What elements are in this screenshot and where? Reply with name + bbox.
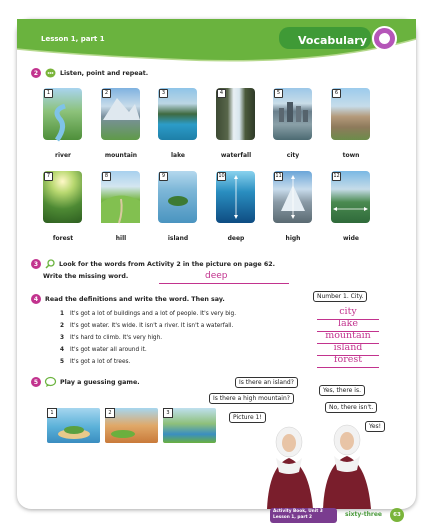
lesson-label: Lesson 1, part 1 xyxy=(41,35,105,43)
tile-number: 10 xyxy=(218,173,225,179)
definition-item: 1 It's got a lot of buildings and a lot of people. It's very big. xyxy=(60,311,237,317)
picture-tile-forest xyxy=(43,171,82,223)
tile-number: 3 xyxy=(159,89,168,98)
activity-5-instruction: Play a guessing game. xyxy=(60,378,140,386)
picture-tile-island xyxy=(158,171,197,223)
tile-number: 12 xyxy=(333,173,340,179)
speech-bubble: Number 1. City. xyxy=(313,291,367,302)
tile-number: 6 xyxy=(332,89,341,98)
tile-caption: waterfall xyxy=(220,152,252,159)
speech-bubble: Is there an island? xyxy=(235,377,298,388)
picture-tile-lake xyxy=(158,88,197,140)
activity-5-heading xyxy=(31,377,140,387)
page-number-words: sixty-three xyxy=(345,511,383,518)
definition-item: 2 It's got water. It's wide. It isn't a river. It isn't a waterfall. xyxy=(60,323,234,329)
activity-book-tag xyxy=(270,508,337,523)
activity-book-line-2: Lesson 1, part 2 xyxy=(273,514,313,520)
listen-speech-icon xyxy=(45,68,56,78)
activity-book-line-1: Activity Book, Unit 3 xyxy=(273,509,323,514)
activity-2-instruction: Listen, point and repeat. xyxy=(60,69,149,77)
activity-4-number: 4 xyxy=(31,294,41,304)
tile-number: 2 xyxy=(102,89,111,98)
page-number: 63 xyxy=(390,508,404,522)
tile-caption: island xyxy=(167,235,189,242)
guess-picture-2 xyxy=(105,408,158,443)
activity-3-instruction: Look for the words from Activity 2 in the picture on page 62. xyxy=(59,260,276,268)
answer-line xyxy=(159,283,289,284)
picture-tile-deep xyxy=(216,171,255,223)
header-bar xyxy=(17,19,416,59)
picture-tile-high xyxy=(273,171,312,223)
picture-tile-mountain xyxy=(101,88,140,140)
picture-tile-city xyxy=(273,88,312,140)
picture-number: 1 xyxy=(47,408,57,418)
textbook-page xyxy=(17,19,416,520)
tile-number: 1 xyxy=(44,89,53,98)
written-answer: city xyxy=(339,306,357,317)
tile-caption: deep xyxy=(227,235,245,242)
activity-3-instruction-2: Write the missing word. xyxy=(43,273,129,280)
picture-tile-waterfall xyxy=(216,88,255,140)
picture-tile-river xyxy=(43,88,82,140)
written-answer: lake xyxy=(337,318,359,329)
picture-tile-wide xyxy=(331,171,370,223)
tile-caption: river xyxy=(55,152,71,159)
activity-3-number: 3 xyxy=(31,259,41,269)
answer-line xyxy=(317,367,379,368)
activity-2-heading xyxy=(31,68,148,78)
definition-item: 3 It's hard to climb. It's very high. xyxy=(60,335,163,341)
activity-4-instruction: Read the definitions and write the word. Then say. xyxy=(45,295,225,303)
section-title: Vocabulary xyxy=(298,34,367,47)
activity-3-answer: deep xyxy=(205,271,228,281)
guess-picture-3 xyxy=(163,408,216,443)
picture-number: 2 xyxy=(105,408,115,418)
tile-caption: lake xyxy=(170,152,185,159)
tile-number: 4 xyxy=(217,89,226,98)
two-girls-illustration xyxy=(261,414,381,509)
picture-tile-town xyxy=(331,88,370,140)
speech-bubble: No, there isn't. xyxy=(325,402,377,413)
written-answer: forest xyxy=(333,354,363,365)
activity-5-number: 5 xyxy=(31,377,41,387)
tile-number: 5 xyxy=(274,89,283,98)
tile-caption: forest xyxy=(52,235,74,242)
picture-tile-hill xyxy=(101,171,140,223)
tile-caption: city xyxy=(286,152,300,159)
vocabulary-icon xyxy=(372,26,397,51)
activity-3-heading xyxy=(31,259,275,269)
written-answer: island xyxy=(333,342,363,353)
tile-caption: wide xyxy=(343,235,359,242)
tile-caption: mountain xyxy=(104,152,138,159)
tile-caption: hill xyxy=(115,235,127,242)
speech-bubble: Is there a high mountain? xyxy=(209,393,294,404)
guess-picture-1 xyxy=(47,408,100,443)
activity-4-heading xyxy=(31,294,225,304)
tile-number: 7 xyxy=(44,172,53,181)
speech-bubble-icon xyxy=(45,377,56,387)
definition-item: 5 It's got a lot of trees. xyxy=(60,359,131,365)
speech-bubble: Yes, there is. xyxy=(319,385,365,396)
tile-caption: town xyxy=(342,152,360,159)
picture-number: 3 xyxy=(163,408,173,418)
speech-bubble: Yes! xyxy=(365,421,385,432)
tile-number: 8 xyxy=(102,172,111,181)
written-answer: mountain xyxy=(325,330,371,341)
magnifier-icon xyxy=(45,259,55,269)
speech-bubble: Picture 1! xyxy=(229,412,266,423)
definition-item: 4 It's got water all around it. xyxy=(60,347,147,353)
tile-number: 11 xyxy=(275,173,282,179)
tile-caption: high xyxy=(285,235,301,242)
tile-number: 9 xyxy=(159,172,168,181)
activity-2-number: 2 xyxy=(31,68,41,78)
